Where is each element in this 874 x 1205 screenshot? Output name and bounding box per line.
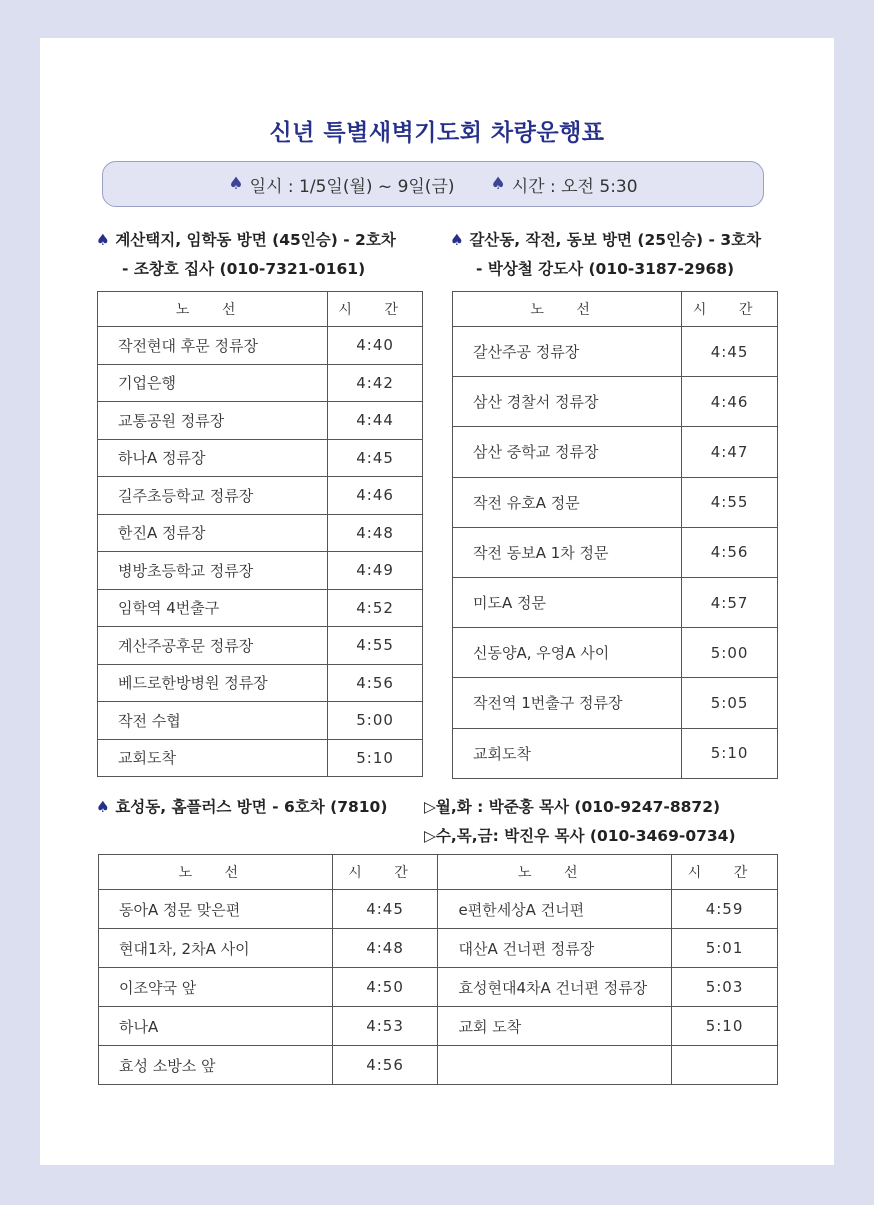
table-row bbox=[99, 1007, 778, 1046]
stop-time: 4:52 bbox=[328, 589, 423, 627]
table-row bbox=[453, 377, 778, 427]
column-header-time: 시 간 bbox=[328, 292, 423, 327]
stop-name: 효성현대4차A 건너편 정류장 bbox=[438, 968, 672, 1007]
stop-name: 현대1차, 2차A 사이 bbox=[99, 929, 333, 968]
stop-time: 5:00 bbox=[328, 702, 423, 740]
stop-name: 병방초등학교 정류장 bbox=[98, 552, 328, 590]
table-row bbox=[98, 627, 423, 665]
route-bottom-heading bbox=[96, 793, 387, 822]
table-row bbox=[453, 527, 778, 577]
stop-name: 길주초등학교 정류장 bbox=[98, 477, 328, 515]
stop-name: 작전 수협 bbox=[98, 702, 328, 740]
stop-time: 4:57 bbox=[682, 577, 778, 627]
route-bottom-table bbox=[98, 854, 778, 1085]
stop-name: 교회도착 bbox=[98, 739, 328, 777]
stop-time: 4:55 bbox=[328, 627, 423, 665]
table-row bbox=[453, 728, 778, 778]
stop-name: 신동양A, 우영A 사이 bbox=[453, 628, 682, 678]
stop-name: 기업은행 bbox=[98, 364, 328, 402]
route-bottom-drivers bbox=[424, 793, 736, 851]
table-row bbox=[98, 739, 423, 777]
stop-time: 4:44 bbox=[328, 402, 423, 440]
column-header-time: 시 간 bbox=[332, 855, 438, 890]
table-header-row bbox=[98, 292, 423, 327]
table-row bbox=[98, 439, 423, 477]
stop-name: 한진A 정류장 bbox=[98, 514, 328, 552]
route-left-driver: - 조창호 집사 (010-7321-0161) bbox=[122, 260, 366, 278]
stop-time: 4:48 bbox=[332, 929, 438, 968]
stop-time: 4:56 bbox=[332, 1046, 438, 1085]
table-row bbox=[98, 589, 423, 627]
table-header-row bbox=[99, 855, 778, 890]
stop-name: e편한세상A 건너편 bbox=[438, 890, 672, 929]
stop-time: 4:53 bbox=[332, 1007, 438, 1046]
stop-name: 하나A 정류장 bbox=[98, 439, 328, 477]
table-row bbox=[98, 552, 423, 590]
page-title: 신년 특별새벽기도회 차량운행표 bbox=[269, 120, 605, 146]
stop-time: 4:56 bbox=[682, 527, 778, 577]
stop-time: 4:45 bbox=[328, 439, 423, 477]
stop-name: 계산주공후문 정류장 bbox=[98, 627, 328, 665]
table-row bbox=[98, 664, 423, 702]
column-header-route: 노 선 bbox=[438, 855, 672, 890]
stop-time: 4:45 bbox=[682, 327, 778, 377]
stop-name: 교회도착 bbox=[453, 728, 682, 778]
stop-time: 4:46 bbox=[328, 477, 423, 515]
table-row bbox=[453, 477, 778, 527]
stop-time: 5:01 bbox=[672, 929, 778, 968]
info-bar bbox=[102, 161, 764, 207]
table-row bbox=[99, 890, 778, 929]
stop-name: 교통공원 정류장 bbox=[98, 402, 328, 440]
table-row bbox=[99, 929, 778, 968]
stop-time: 4:40 bbox=[328, 327, 423, 365]
route-left-title: 계산택지, 임학동 방면 (45인승) - 2호차 bbox=[115, 231, 396, 249]
column-header-route: 노 선 bbox=[99, 855, 333, 890]
stop-name: 동아A 정문 맞은편 bbox=[99, 890, 333, 929]
date-label: 일시 : 1/5일(월) ~ 9일(금) bbox=[249, 176, 455, 197]
stop-time: 5:00 bbox=[682, 628, 778, 678]
spade-icon: ♠ bbox=[96, 231, 110, 249]
stop-name: 작전 동보A 1차 정문 bbox=[453, 527, 682, 577]
column-header-time: 시 간 bbox=[672, 855, 778, 890]
stop-name: 베드로한방병원 정류장 bbox=[98, 664, 328, 702]
table-header-row bbox=[453, 292, 778, 327]
stop-name: 효성 소방소 앞 bbox=[99, 1046, 333, 1085]
stop-time: 4:50 bbox=[332, 968, 438, 1007]
stop-name: 작전역 1번출구 정류장 bbox=[453, 678, 682, 728]
table-row bbox=[453, 327, 778, 377]
stop-name: 교회 도착 bbox=[438, 1007, 672, 1046]
column-header-route: 노 선 bbox=[98, 292, 328, 327]
table-row bbox=[98, 702, 423, 740]
route-left-table bbox=[97, 291, 423, 777]
stop-time: 4:46 bbox=[682, 377, 778, 427]
stop-name: 삼산 중학교 정류장 bbox=[453, 427, 682, 477]
route-right-driver: - 박상철 강도사 (010-3187-2968) bbox=[476, 260, 735, 278]
spade-icon: ♠ bbox=[450, 231, 464, 249]
stop-time: 4:47 bbox=[682, 427, 778, 477]
driver-line-mon-tue: ▷월,화 : 박준홍 목사 (010-9247-8872) bbox=[424, 798, 721, 816]
table-row bbox=[99, 968, 778, 1007]
route-right-table bbox=[452, 291, 778, 779]
table-row bbox=[98, 477, 423, 515]
table-row bbox=[99, 1046, 778, 1085]
stop-name bbox=[438, 1046, 672, 1085]
spade-icon: ♠ bbox=[490, 174, 506, 194]
stop-name: 이조약국 앞 bbox=[99, 968, 333, 1007]
route-right-heading bbox=[450, 226, 761, 284]
stop-name: 대산A 건너편 정류장 bbox=[438, 929, 672, 968]
spade-icon: ♠ bbox=[228, 174, 244, 194]
stop-time: 5:10 bbox=[328, 739, 423, 777]
stop-time: 4:48 bbox=[328, 514, 423, 552]
stop-name: 작전현대 후문 정류장 bbox=[98, 327, 328, 365]
stop-time bbox=[672, 1046, 778, 1085]
stop-time: 5:10 bbox=[682, 728, 778, 778]
time-label: 시간 : 오전 5:30 bbox=[511, 176, 638, 197]
stop-name: 갈산주공 정류장 bbox=[453, 327, 682, 377]
stop-time: 5:03 bbox=[672, 968, 778, 1007]
stop-name: 미도A 정문 bbox=[453, 577, 682, 627]
stop-time: 4:45 bbox=[332, 890, 438, 929]
route-left-heading bbox=[96, 226, 396, 284]
stop-time: 4:42 bbox=[328, 364, 423, 402]
stop-name: 임학역 4번출구 bbox=[98, 589, 328, 627]
stop-name: 작전 유호A 정문 bbox=[453, 477, 682, 527]
route-bottom-title: 효성동, 홈플러스 방면 - 6호차 (7810) bbox=[115, 798, 388, 816]
schedule-sheet bbox=[40, 38, 834, 1165]
table-row bbox=[98, 364, 423, 402]
table-row bbox=[453, 427, 778, 477]
table-row bbox=[453, 628, 778, 678]
table-row bbox=[98, 402, 423, 440]
stop-name: 하나A bbox=[99, 1007, 333, 1046]
driver-line-wed-fri: ▷수,목,금: 박진우 목사 (010-3469-0734) bbox=[424, 827, 736, 845]
stop-time: 5:05 bbox=[682, 678, 778, 728]
stop-name: 삼산 경찰서 정류장 bbox=[453, 377, 682, 427]
stop-time: 5:10 bbox=[672, 1007, 778, 1046]
stop-time: 4:55 bbox=[682, 477, 778, 527]
column-header-time: 시 간 bbox=[682, 292, 778, 327]
stop-time: 4:59 bbox=[672, 890, 778, 929]
table-row bbox=[453, 678, 778, 728]
table-row bbox=[98, 327, 423, 365]
route-right-title: 갈산동, 작전, 동보 방면 (25인승) - 3호차 bbox=[469, 231, 762, 249]
table-row bbox=[453, 577, 778, 627]
stop-time: 4:56 bbox=[328, 664, 423, 702]
column-header-route: 노 선 bbox=[453, 292, 682, 327]
spade-icon: ♠ bbox=[96, 798, 110, 816]
table-row bbox=[98, 514, 423, 552]
stop-time: 4:49 bbox=[328, 552, 423, 590]
